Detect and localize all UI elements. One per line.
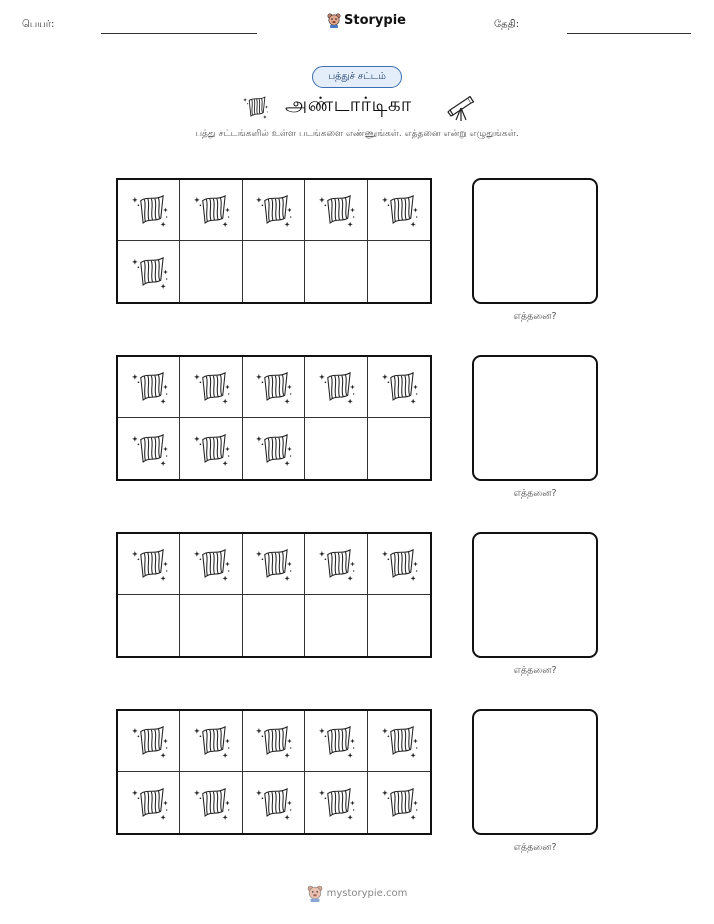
- aurora-icon: [253, 365, 293, 409]
- aurora-icon: [253, 427, 293, 471]
- answer-box[interactable]: [472, 178, 598, 304]
- ten-frame-cell-filled: [305, 534, 367, 595]
- name-line[interactable]: [101, 33, 257, 34]
- ten-frame-cell-empty: [243, 595, 305, 656]
- ten-frame-cell-empty: [305, 241, 367, 302]
- aurora-icon: [253, 781, 293, 825]
- date-label: தேதி:: [494, 19, 520, 30]
- aurora-icon: [316, 188, 356, 232]
- ten-frame-cell-filled: [305, 772, 367, 833]
- ten-frame-cell-empty: [305, 595, 367, 656]
- ten-frame-cell-filled: [118, 534, 180, 595]
- ten-frame-cell-empty: [243, 241, 305, 302]
- footer-url[interactable]: mystorypie.com: [326, 887, 408, 899]
- bear-mascot-icon: [307, 884, 323, 902]
- aurora-icon: [316, 719, 356, 763]
- ten-frame: [116, 355, 432, 481]
- ten-frame-cell-filled: [180, 357, 242, 418]
- ten-frame-cell-empty: [368, 595, 430, 656]
- ten-frame: [116, 532, 432, 658]
- aurora-icon: [191, 427, 231, 471]
- aurora-icon: [379, 719, 419, 763]
- answer-label: எத்தனை?: [513, 665, 557, 676]
- ten-frame-cell-filled: [368, 180, 430, 241]
- aurora-icon: [191, 188, 231, 232]
- ten-frame-cell-filled: [118, 711, 180, 772]
- aurora-icon: [316, 781, 356, 825]
- name-label: பெயர்:: [22, 19, 55, 30]
- aurora-icon: [191, 719, 231, 763]
- aurora-icon: [191, 781, 231, 825]
- answer-box[interactable]: [472, 709, 598, 835]
- ten-frame-cell-filled: [118, 357, 180, 418]
- answer-box[interactable]: [472, 355, 598, 481]
- aurora-icon: [129, 781, 169, 825]
- ten-frame-cell-filled: [368, 357, 430, 418]
- ten-frame-cell-filled: [243, 534, 305, 595]
- telescope-icon: [446, 92, 476, 122]
- aurora-icon: [253, 719, 293, 763]
- page-title: அண்டார்டிகா: [285, 92, 412, 116]
- aurora-icon: [191, 542, 231, 586]
- aurora-icon: [129, 188, 169, 232]
- aurora-icon: [316, 365, 356, 409]
- answer-label: எத்தனை?: [513, 842, 557, 853]
- aurora-icon: [253, 188, 293, 232]
- aurora-icon: [316, 542, 356, 586]
- ten-frame-cell-filled: [243, 711, 305, 772]
- ten-frame: [116, 178, 432, 304]
- topic-badge: பத்துச் சட்டம்: [312, 66, 402, 88]
- ten-frame-cell-filled: [180, 711, 242, 772]
- ten-frame-cell-filled: [118, 418, 180, 479]
- aurora-icon: [129, 365, 169, 409]
- ten-frame-cell-empty: [368, 418, 430, 479]
- ten-frame: [116, 709, 432, 835]
- title-row: [0, 90, 714, 122]
- aurora-icon: [129, 719, 169, 763]
- instructions: பத்து சட்டங்களில் உள்ள படங்களை எண்ணுங்கள். எத்தனை என்று எழுதுங்கள்.: [195, 129, 519, 139]
- ten-frame-cell-filled: [243, 418, 305, 479]
- answer-label: எத்தனை?: [513, 488, 557, 499]
- bear-mascot-icon: [327, 12, 341, 28]
- aurora-icon: [379, 542, 419, 586]
- aurora-icon: [379, 188, 419, 232]
- aurora-icon: [129, 250, 169, 294]
- ten-frame-cell-empty: [180, 241, 242, 302]
- ten-frame-cell-empty: [180, 595, 242, 656]
- ten-frame-cell-filled: [305, 711, 367, 772]
- date-line[interactable]: [567, 33, 691, 34]
- answer-label: எத்தனை?: [513, 311, 557, 322]
- ten-frame-cell-filled: [118, 241, 180, 302]
- ten-frame-cell-filled: [305, 180, 367, 241]
- ten-frame-cell-filled: [243, 180, 305, 241]
- ten-frame-cell-filled: [180, 534, 242, 595]
- ten-frame-cell-filled: [368, 772, 430, 833]
- ten-frame-cell-filled: [243, 357, 305, 418]
- ten-frame-cell-filled: [180, 772, 242, 833]
- ten-frame-cell-filled: [180, 418, 242, 479]
- aurora-icon: [379, 365, 419, 409]
- aurora-icon: [129, 427, 169, 471]
- ten-frame-cell-filled: [118, 772, 180, 833]
- aurora-icon: [240, 93, 270, 121]
- aurora-icon: [129, 542, 169, 586]
- aurora-icon: [191, 365, 231, 409]
- ten-frame-cell-filled: [368, 711, 430, 772]
- ten-frame-cell-filled: [118, 180, 180, 241]
- brand-name: Storypie: [344, 12, 406, 28]
- ten-frame-cell-empty: [368, 241, 430, 302]
- ten-frame-cell-empty: [118, 595, 180, 656]
- ten-frame-cell-filled: [180, 180, 242, 241]
- answer-box[interactable]: [472, 532, 598, 658]
- footer: [0, 884, 714, 902]
- aurora-icon: [253, 542, 293, 586]
- ten-frame-cell-filled: [305, 357, 367, 418]
- ten-frame-cell-filled: [243, 772, 305, 833]
- ten-frame-cell-filled: [368, 534, 430, 595]
- brand-logo: [327, 12, 406, 28]
- ten-frame-cell-empty: [305, 418, 367, 479]
- aurora-icon: [379, 781, 419, 825]
